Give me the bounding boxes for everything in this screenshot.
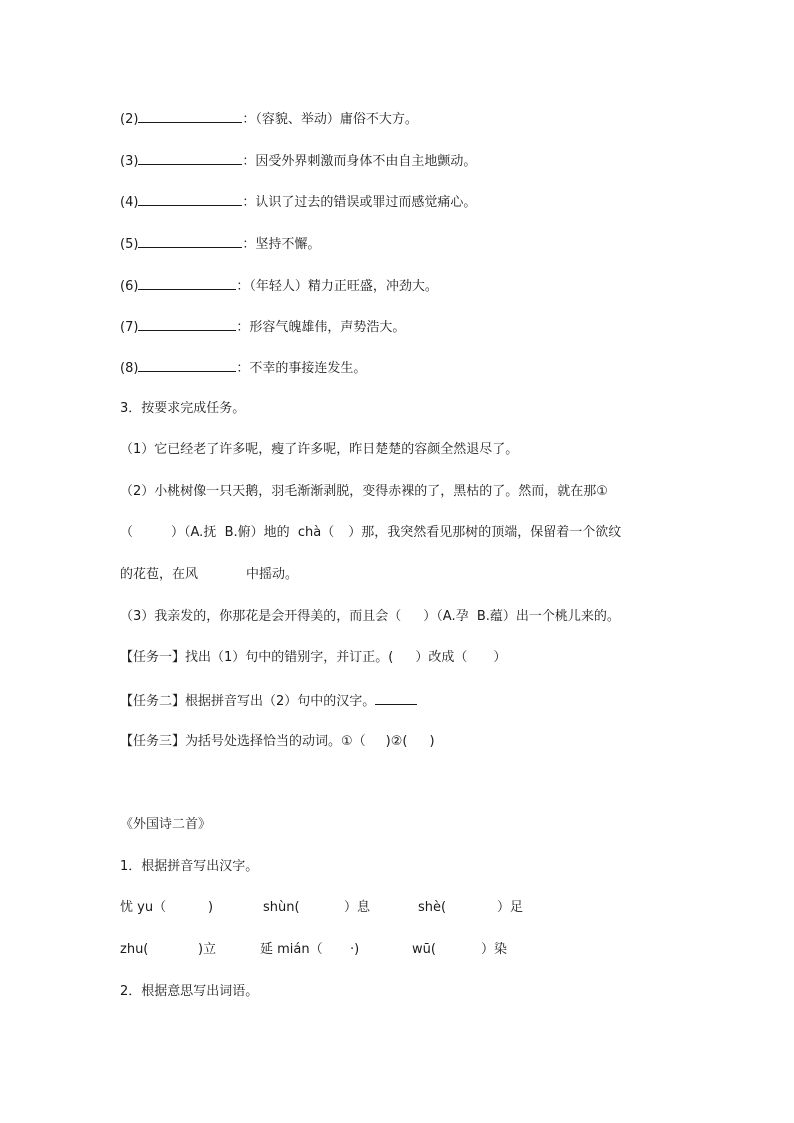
answer-blank[interactable] xyxy=(138,317,236,331)
sentence-1: （1）它已经老了许多呢，瘦了许多呢，昨日楚楚的容颜全然退尽了。 xyxy=(120,442,519,457)
sentence-2-line-2: （ ）（A.抚 B.俯）地的 chà（ ）那，我突然看见那树的顶端，保留着一个欲纹 xyxy=(120,525,622,540)
vocab-item: (3) ：因受外界刺激而身体不由自主地颤动。 xyxy=(120,151,476,171)
answer-blank[interactable] xyxy=(138,276,236,290)
vocab-item: (5) ：坚持不懈。 xyxy=(120,234,320,254)
task-3: 【任务三】为括号处选择恰当的动词。①（ )②( ) xyxy=(120,734,435,749)
task-1: 【任务一】找出（1）句中的错别字，并订正。( ）改成（ ） xyxy=(120,650,507,665)
vocab-item: (4) ：认识了过去的错误或罪过而感觉痛心。 xyxy=(120,192,476,212)
sentence-2-line-1: （2）小桃树像一只天鹅，羽毛渐渐剥脱，变得赤裸的了，黑枯的了。然而，就在那① xyxy=(120,484,608,499)
vocab-item: (2) ：（容貌、举动）庸俗不大方。 xyxy=(120,109,418,129)
task-2: 【任务二】根据拼音写出（2）句中的汉字。 xyxy=(120,691,417,711)
section-title: 《外国诗二首》 xyxy=(120,817,212,832)
question-2: 2．根据意思写出词语。 xyxy=(120,984,259,999)
sentence-2-line-3: 的花苞，在风 中摇动。 xyxy=(120,567,299,582)
answer-blank[interactable] xyxy=(138,358,236,372)
answer-blank[interactable] xyxy=(375,691,417,705)
question-3-title: 3．按要求完成任务。 xyxy=(120,401,246,416)
vocab-item: (7) ：形容气魄雄伟，声势浩大。 xyxy=(120,317,405,337)
answer-blank[interactable] xyxy=(138,151,242,165)
vocab-item: (6) ：（年轻人）精力正旺盛，冲劲大。 xyxy=(120,276,438,296)
answer-blank[interactable] xyxy=(138,234,242,248)
sentence-3: （3）我亲发的，你那花是会开得美的，而且会（ ）（A.孕 B.蕴）出一个桃儿来的。 xyxy=(120,609,620,624)
vocab-item: (8) ：不幸的事接连发生。 xyxy=(120,358,366,378)
answer-blank[interactable] xyxy=(138,192,242,206)
question-1: 1．根据拼音写出汉字。 xyxy=(120,859,259,874)
answer-blank[interactable] xyxy=(138,109,242,123)
